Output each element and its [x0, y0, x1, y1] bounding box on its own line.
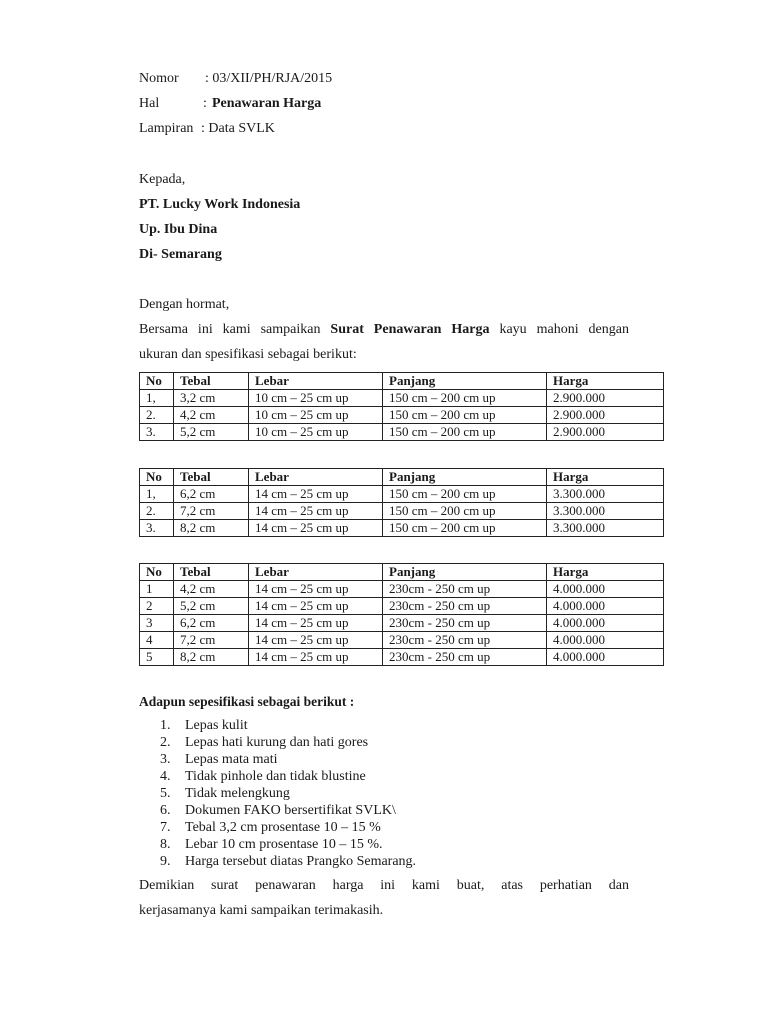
recipient-location: Di- Semarang	[139, 247, 222, 262]
cell-harga: 3.300.000	[547, 520, 664, 537]
table-row	[140, 632, 664, 649]
spec-list	[139, 717, 416, 870]
list-item: 7. Tebal 3,2 cm prosentase 10 – 15 %	[160, 820, 381, 835]
table-row	[140, 649, 664, 666]
cell-lebar: 14 cm – 25 cm up	[249, 503, 383, 520]
list-item-text: Lepas mata mati	[185, 752, 278, 767]
list-item-text: Lebar 10 cm prosentase 10 – 15 %.	[185, 837, 383, 852]
table-row	[140, 407, 664, 424]
cell-panjang: 150 cm – 200 cm up	[383, 390, 547, 407]
recipient-attention: Up. Ibu Dina	[139, 222, 218, 237]
cell-lebar: 14 cm – 25 cm up	[249, 615, 383, 632]
intro-text-a: Bersama ini kami sampaikan	[139, 322, 331, 337]
cell-lebar: 10 cm – 25 cm up	[249, 407, 383, 424]
intro-line-2: ukuran dan spesifikasi sebagai berikut:	[139, 347, 357, 362]
list-item: 5. Tidak melengkung	[160, 786, 290, 801]
table-header-row	[140, 373, 664, 390]
header-tebal: Tebal	[174, 373, 249, 390]
recipient-company: PT. Lucky Work Indonesia	[139, 197, 301, 212]
cell-panjang: 230cm - 250 cm up	[383, 632, 547, 649]
header-panjang: Panjang	[383, 373, 547, 390]
list-item-text: Dokumen FAKO bersertifikat SVLK\	[185, 803, 396, 818]
cell-no: 1,	[140, 486, 174, 503]
list-item-text: Tebal 3,2 cm prosentase 10 – 15 %	[185, 820, 381, 835]
cell-lebar: 14 cm – 25 cm up	[249, 581, 383, 598]
table-row	[140, 486, 664, 503]
cell-tebal: 5,2 cm	[174, 598, 249, 615]
cell-tebal: 4,2 cm	[174, 581, 249, 598]
cell-panjang: 230cm - 250 cm up	[383, 581, 547, 598]
table-row	[140, 503, 664, 520]
cell-no: 2.	[140, 407, 174, 424]
cell-harga: 4.000.000	[547, 615, 664, 632]
list-item-text: Harga tersebut diatas Prangko Semarang.	[185, 854, 417, 869]
cell-no: 2.	[140, 503, 174, 520]
cell-harga: 3.300.000	[547, 503, 664, 520]
nomor-value: : 03/XII/PH/RJA/2015	[205, 71, 333, 86]
header-harga: Harga	[547, 373, 664, 390]
intro-line-1	[139, 317, 629, 342]
list-item: 4. Tidak pinhole dan tidak blustine	[160, 769, 366, 784]
cell-no: 2	[140, 598, 174, 615]
cell-lebar: 14 cm – 25 cm up	[249, 486, 383, 503]
cell-lebar: 10 cm – 25 cm up	[249, 424, 383, 441]
cell-harga: 4.000.000	[547, 581, 664, 598]
cell-panjang: 230cm - 250 cm up	[383, 615, 547, 632]
header-tebal: Tebal	[174, 469, 249, 486]
table-row	[140, 615, 664, 632]
cell-tebal: 7,2 cm	[174, 503, 249, 520]
cell-tebal: 4,2 cm	[174, 407, 249, 424]
cell-tebal: 3,2 cm	[174, 390, 249, 407]
hal-separator: :	[203, 96, 207, 111]
cell-tebal: 7,2 cm	[174, 632, 249, 649]
cell-panjang: 150 cm – 200 cm up	[383, 407, 547, 424]
nomor-label: Nomor	[139, 71, 179, 86]
cell-no: 3.	[140, 520, 174, 537]
price-table-1	[139, 372, 664, 441]
cell-tebal: 6,2 cm	[174, 615, 249, 632]
closing-line-1: Demikian surat penawaran harga ini kami buat, atas perhatian dan	[139, 878, 629, 893]
list-item-text: Lepas kulit	[185, 718, 248, 733]
header-panjang: Panjang	[383, 469, 547, 486]
header-harga: Harga	[547, 564, 664, 581]
intro-text-c: kayu mahoni dengan	[489, 322, 629, 337]
cell-lebar: 10 cm – 25 cm up	[249, 390, 383, 407]
list-item-text: Tidak pinhole dan tidak blustine	[185, 769, 366, 784]
cell-lebar: 14 cm – 25 cm up	[249, 520, 383, 537]
table-row	[140, 390, 664, 407]
cell-tebal: 6,2 cm	[174, 486, 249, 503]
table-row	[140, 581, 664, 598]
cell-no: 4	[140, 632, 174, 649]
table-header-row	[140, 564, 664, 581]
list-item: 8. Lebar 10 cm prosentase 10 – 15 %.	[160, 837, 383, 852]
header-no: No	[140, 564, 174, 581]
cell-lebar: 14 cm – 25 cm up	[249, 598, 383, 615]
lampiran-label: Lampiran	[139, 121, 194, 136]
cell-no: 1,	[140, 390, 174, 407]
header-harga: Harga	[547, 469, 664, 486]
header-lebar: Lebar	[249, 373, 383, 390]
cell-panjang: 150 cm – 200 cm up	[383, 424, 547, 441]
intro-paragraph	[139, 317, 629, 367]
cell-panjang: 230cm - 250 cm up	[383, 598, 547, 615]
hal-value: Penawaran Harga	[212, 96, 322, 111]
header-tebal: Tebal	[174, 564, 249, 581]
spec-heading: Adapun sepesifikasi sebagai berikut :	[139, 694, 355, 709]
price-table-2	[139, 468, 664, 537]
header-no: No	[140, 373, 174, 390]
cell-harga: 2.900.000	[547, 424, 664, 441]
cell-no: 3	[140, 615, 174, 632]
lampiran-value: : Data SVLK	[201, 121, 275, 136]
kepada-text: Kepada,	[139, 172, 186, 187]
closing-line-2: kerjasamanya kami sampaikan terimakasih.	[139, 903, 384, 918]
list-item: 3. Lepas mata mati	[160, 752, 278, 767]
cell-panjang: 150 cm – 200 cm up	[383, 486, 547, 503]
cell-harga: 4.000.000	[547, 649, 664, 666]
cell-no: 1	[140, 581, 174, 598]
cell-harga: 3.300.000	[547, 486, 664, 503]
price-table-3	[139, 563, 664, 666]
table-row	[140, 424, 664, 441]
list-item: 9. Harga tersebut diatas Prangko Semarang.	[160, 854, 417, 869]
cell-tebal: 8,2 cm	[174, 649, 249, 666]
intro-text-bold: Surat Penawaran Harga	[330, 322, 490, 337]
table-row	[140, 520, 664, 537]
cell-harga: 4.000.000	[547, 632, 664, 649]
cell-panjang: 150 cm – 200 cm up	[383, 503, 547, 520]
list-item-text: Lepas hati kurung dan hati gores	[185, 735, 369, 750]
table-row	[140, 598, 664, 615]
cell-no: 5	[140, 649, 174, 666]
cell-tebal: 8,2 cm	[174, 520, 249, 537]
list-item: 1. Lepas kulit	[160, 718, 248, 733]
header-panjang: Panjang	[383, 564, 547, 581]
cell-harga: 2.900.000	[547, 390, 664, 407]
hal-label: Hal	[139, 96, 160, 111]
cell-harga: 2.900.000	[547, 407, 664, 424]
cell-panjang: 150 cm – 200 cm up	[383, 520, 547, 537]
cell-tebal: 5,2 cm	[174, 424, 249, 441]
list-item: 6. Dokumen FAKO bersertifikat SVLK\	[160, 803, 396, 818]
cell-panjang: 230cm - 250 cm up	[383, 649, 547, 666]
cell-no: 3.	[140, 424, 174, 441]
cell-harga: 4.000.000	[547, 598, 664, 615]
cell-lebar: 14 cm – 25 cm up	[249, 649, 383, 666]
closing-paragraph	[139, 873, 629, 923]
header-lebar: Lebar	[249, 564, 383, 581]
list-item: 2. Lepas hati kurung dan hati gores	[160, 735, 369, 750]
list-item-text: Tidak melengkung	[185, 786, 290, 801]
table-header-row	[140, 469, 664, 486]
header-no: No	[140, 469, 174, 486]
greeting: Dengan hormat,	[139, 297, 230, 312]
cell-lebar: 14 cm – 25 cm up	[249, 632, 383, 649]
header-lebar: Lebar	[249, 469, 383, 486]
